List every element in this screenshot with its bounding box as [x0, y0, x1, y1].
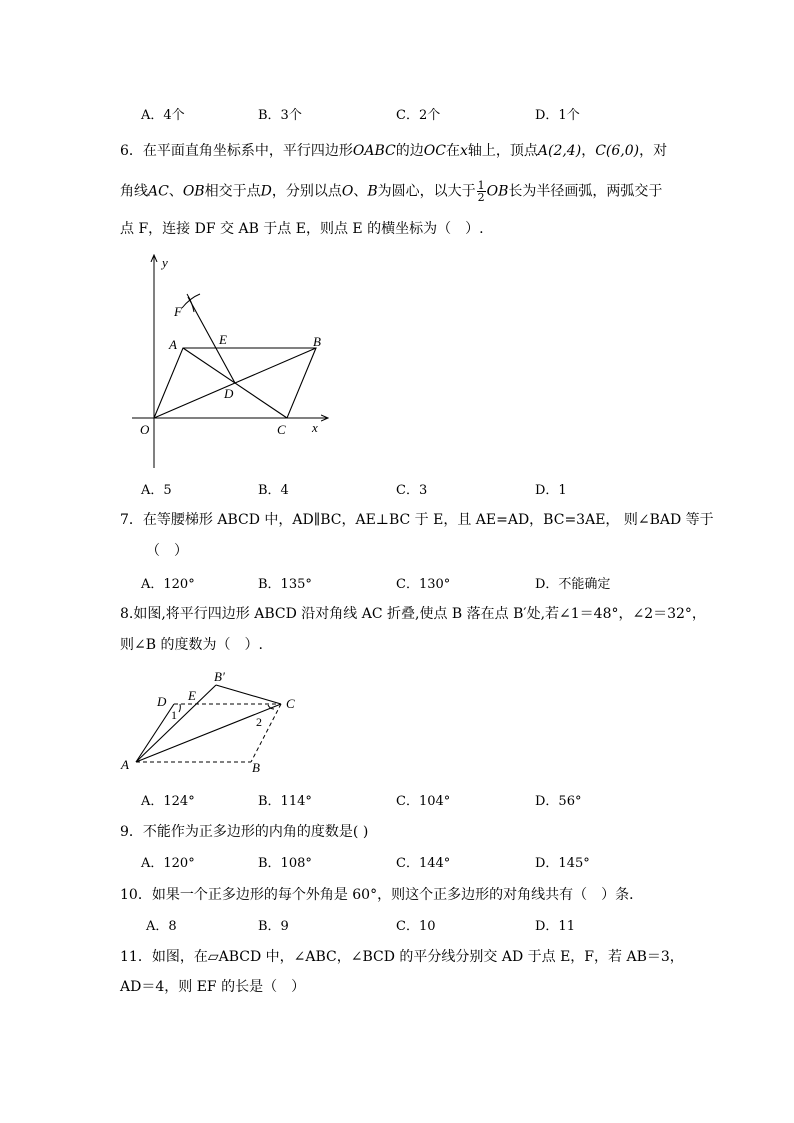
fraction-one-half: $\frac{1}{2}$	[477, 179, 485, 204]
label-y: y	[162, 255, 168, 270]
q6-option-b: B．4	[258, 483, 289, 498]
q7-option-b: B．135°	[258, 577, 312, 592]
q8-line-1: 8.如图,将平行四边形 ABCD 沿对角线 AC 折叠,使点 B 落在点 B′处,若∠1＝48°，∠2＝32°，	[120, 606, 706, 622]
q8-figure	[118, 664, 308, 779]
edge-cb-dashed	[251, 704, 281, 762]
label-b: B	[313, 334, 321, 349]
label-o: O	[140, 422, 150, 437]
label-e: E	[219, 332, 227, 347]
q7-option-c: C．130°	[396, 577, 451, 592]
label-a: A	[169, 337, 177, 352]
q8-option-b: B．114°	[258, 794, 312, 809]
label-f: F	[174, 304, 182, 319]
q6-line-2: 角线AC、OB相交于点D，分别以点O、B为圆心，以大于 $\frac{1}{2}$ OB长为半径画弧，两弧交于	[120, 179, 663, 204]
edge-b-prime-c	[216, 685, 281, 704]
edge-ad	[136, 704, 174, 762]
q5-option-c: C．2个	[396, 108, 441, 123]
label-angle-1: 1	[171, 708, 177, 722]
q6-line-3: 点 F，连接 DF 交 AB 于点 E，则点 E 的横坐标为（ ）.	[120, 221, 484, 237]
q7-line-2: （ ）	[146, 543, 188, 559]
label-b-prime: B′	[214, 669, 225, 684]
q5-option-d: D．1个	[535, 108, 580, 123]
q5-option-b: B．3个	[258, 108, 302, 123]
q8-option-d: D．56°	[535, 794, 582, 809]
q7-option-a: A．120°	[141, 577, 195, 592]
label-b: B	[252, 760, 260, 775]
q9-option-b: B．108°	[258, 856, 312, 871]
line-df	[188, 297, 235, 383]
q10-line-1: 10．如果一个正多边形的每个外角是 60°，则这个正多边形的对角线共有（ ）条．	[120, 887, 644, 903]
q5-option-a: A．4个	[141, 108, 185, 123]
q6-option-a: A．5	[141, 483, 172, 498]
q9-option-a: A．120°	[141, 856, 195, 871]
q10-option-c: C．10	[396, 919, 436, 934]
q9-option-c: C．144°	[396, 856, 451, 871]
label-x: x	[312, 420, 318, 435]
q6-figure	[120, 250, 340, 475]
label-c: C	[277, 422, 286, 437]
q8-option-c: C．104°	[396, 794, 451, 809]
q6-option-d: D．1	[535, 483, 567, 498]
q9-line-1: 9．不能作为正多边形的内角的度数是( )	[120, 824, 369, 840]
q6-option-c: C．3	[396, 483, 428, 498]
label-c: C	[286, 696, 295, 711]
q10-option-a: A．8	[146, 919, 177, 934]
arc-mark-2	[187, 294, 194, 312]
label-d: D	[157, 694, 167, 709]
q8-option-a: A．124°	[141, 794, 195, 809]
label-a: A	[121, 757, 129, 772]
q7-line-1: 7．在等腰梯形 ABCD 中，AD∥BC，AE⊥BC 于 E，且 AE=AD，BC=3AE， 则∠BAD 等于	[120, 512, 714, 528]
q11-line-2: AD＝4，则 EF 的长是（ ）	[120, 979, 306, 995]
label-e: E	[188, 688, 196, 703]
q7-option-d: D．不能确定	[535, 577, 611, 592]
edge-ab-prime	[136, 685, 216, 762]
q8-line-2: 则∠B 的度数为（ ）.	[120, 637, 263, 653]
label-angle-2: 2	[256, 715, 262, 729]
diagonal-ac	[136, 704, 281, 762]
label-d: D	[224, 386, 234, 401]
angle-mark-1	[179, 704, 180, 712]
q6-line-1: 6．在平面直角坐标系中，平行四边形OABC的边OC在x轴上，顶点A(2,4)，C(6,0)，对	[120, 143, 668, 159]
q10-option-d: D．11	[535, 919, 575, 934]
q10-option-b: B．9	[258, 919, 289, 934]
q9-option-d: D．145°	[535, 856, 590, 871]
q11-line-1: 11．如图，在▱ABCD 中，∠ABC，∠BCD 的平分线分别交 AD 于点 E，F，若 AB＝3，	[120, 949, 684, 965]
